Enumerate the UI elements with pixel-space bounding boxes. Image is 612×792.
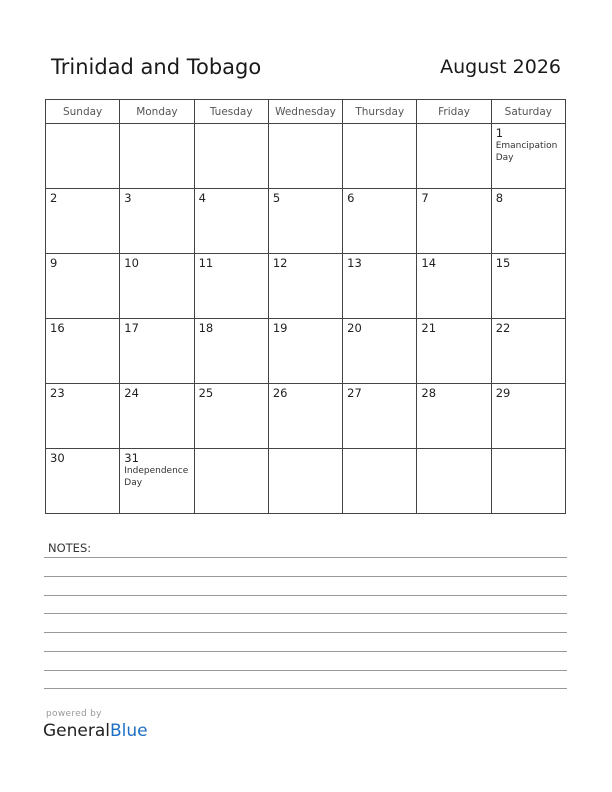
day-cell bbox=[268, 384, 342, 449]
day-cell bbox=[120, 319, 194, 384]
day-cell bbox=[194, 384, 268, 449]
weekday-friday: Friday bbox=[417, 100, 491, 124]
day-number: 10 bbox=[124, 256, 139, 270]
day-cell bbox=[417, 449, 491, 514]
day-cell bbox=[268, 449, 342, 514]
day-cell bbox=[417, 189, 491, 254]
day-number: 31 bbox=[124, 451, 139, 465]
week-row bbox=[46, 449, 566, 514]
day-number: 1 bbox=[495, 126, 504, 140]
week-row bbox=[46, 254, 566, 319]
notes-label: NOTES: bbox=[48, 541, 92, 555]
week-row bbox=[46, 319, 566, 384]
day-cell bbox=[46, 124, 120, 189]
note-line bbox=[44, 576, 567, 577]
day-cell bbox=[343, 449, 417, 514]
weekday-tuesday: Tuesday bbox=[194, 100, 268, 124]
day-cell bbox=[417, 254, 491, 319]
note-line bbox=[44, 613, 567, 614]
powered-by-text: powered by bbox=[46, 709, 102, 719]
day-number: 19 bbox=[272, 321, 288, 335]
day-cell bbox=[417, 384, 491, 449]
day-number: 24 bbox=[124, 386, 139, 400]
day-number: 17 bbox=[124, 321, 139, 335]
week-row bbox=[46, 124, 566, 189]
day-cell bbox=[120, 449, 194, 514]
day-number: 14 bbox=[421, 256, 437, 270]
day-number: 28 bbox=[421, 386, 437, 400]
day-number: 23 bbox=[50, 386, 65, 400]
day-cell bbox=[120, 189, 194, 254]
day-cell bbox=[343, 384, 417, 449]
day-number: 30 bbox=[50, 451, 65, 465]
note-line bbox=[44, 670, 567, 671]
day-number: 3 bbox=[124, 191, 132, 205]
day-number: 15 bbox=[495, 256, 511, 270]
day-cell bbox=[194, 189, 268, 254]
day-number: 22 bbox=[495, 321, 511, 335]
day-number: 21 bbox=[421, 321, 437, 335]
day-number: 13 bbox=[347, 256, 362, 270]
day-number: 27 bbox=[347, 386, 362, 400]
weekday-monday: Monday bbox=[120, 100, 194, 124]
week-row bbox=[46, 189, 566, 254]
weekday-sunday: Sunday bbox=[46, 100, 120, 124]
day-number: 7 bbox=[421, 191, 429, 205]
weekday-header-row bbox=[46, 100, 566, 124]
day-cell bbox=[268, 124, 342, 189]
day-cell bbox=[491, 254, 565, 319]
day-cell bbox=[268, 319, 342, 384]
day-number: 5 bbox=[272, 191, 281, 205]
day-number: 12 bbox=[272, 256, 288, 270]
day-cell bbox=[46, 449, 120, 514]
day-cell bbox=[46, 384, 120, 449]
day-cell bbox=[268, 189, 342, 254]
day-cell bbox=[194, 124, 268, 189]
day-cell bbox=[194, 319, 268, 384]
weekday-thursday: Thursday bbox=[343, 100, 417, 124]
day-number: 16 bbox=[50, 321, 65, 335]
holiday-label: Emancipation Day bbox=[495, 141, 558, 163]
day-cell bbox=[491, 189, 565, 254]
day-cell bbox=[491, 384, 565, 449]
day-number: 4 bbox=[198, 191, 206, 205]
day-number: 2 bbox=[50, 191, 58, 205]
day-cell bbox=[194, 254, 268, 319]
day-cell bbox=[343, 124, 417, 189]
day-cell bbox=[343, 254, 417, 319]
day-number: 9 bbox=[50, 256, 58, 270]
holiday-label: Independence Day bbox=[124, 466, 189, 488]
note-line bbox=[44, 688, 567, 689]
day-cell bbox=[194, 449, 268, 514]
calendar-grid bbox=[45, 99, 566, 514]
weekday-saturday: Saturday bbox=[491, 100, 565, 124]
day-cell bbox=[120, 384, 194, 449]
weekday-wednesday: Wednesday bbox=[268, 100, 342, 124]
day-cell bbox=[491, 124, 565, 189]
note-line bbox=[44, 557, 567, 558]
day-number: 26 bbox=[272, 386, 288, 400]
day-number: 29 bbox=[495, 386, 511, 400]
day-cell bbox=[491, 319, 565, 384]
day-number: 6 bbox=[347, 191, 355, 205]
day-number: 25 bbox=[198, 386, 214, 400]
day-number: 8 bbox=[495, 191, 504, 205]
day-cell bbox=[343, 189, 417, 254]
day-number: 18 bbox=[198, 321, 214, 335]
day-cell bbox=[46, 254, 120, 319]
day-number: 20 bbox=[347, 321, 362, 335]
week-row bbox=[46, 384, 566, 449]
day-cell bbox=[343, 319, 417, 384]
day-cell bbox=[417, 124, 491, 189]
month-title: August 2026 bbox=[440, 56, 561, 78]
day-cell bbox=[46, 319, 120, 384]
day-number: 11 bbox=[198, 256, 214, 270]
country-title: Trinidad and Tobago bbox=[51, 55, 262, 79]
day-cell bbox=[491, 449, 565, 514]
note-line bbox=[44, 632, 567, 633]
day-cell bbox=[268, 254, 342, 319]
day-cell bbox=[120, 124, 194, 189]
day-cell bbox=[46, 189, 120, 254]
brand-blue: Blue bbox=[110, 721, 148, 741]
note-line bbox=[44, 595, 567, 596]
day-cell bbox=[417, 319, 491, 384]
note-line bbox=[44, 651, 567, 652]
day-cell bbox=[120, 254, 194, 319]
brand-logo bbox=[43, 721, 148, 741]
brand-general: General bbox=[43, 721, 110, 741]
